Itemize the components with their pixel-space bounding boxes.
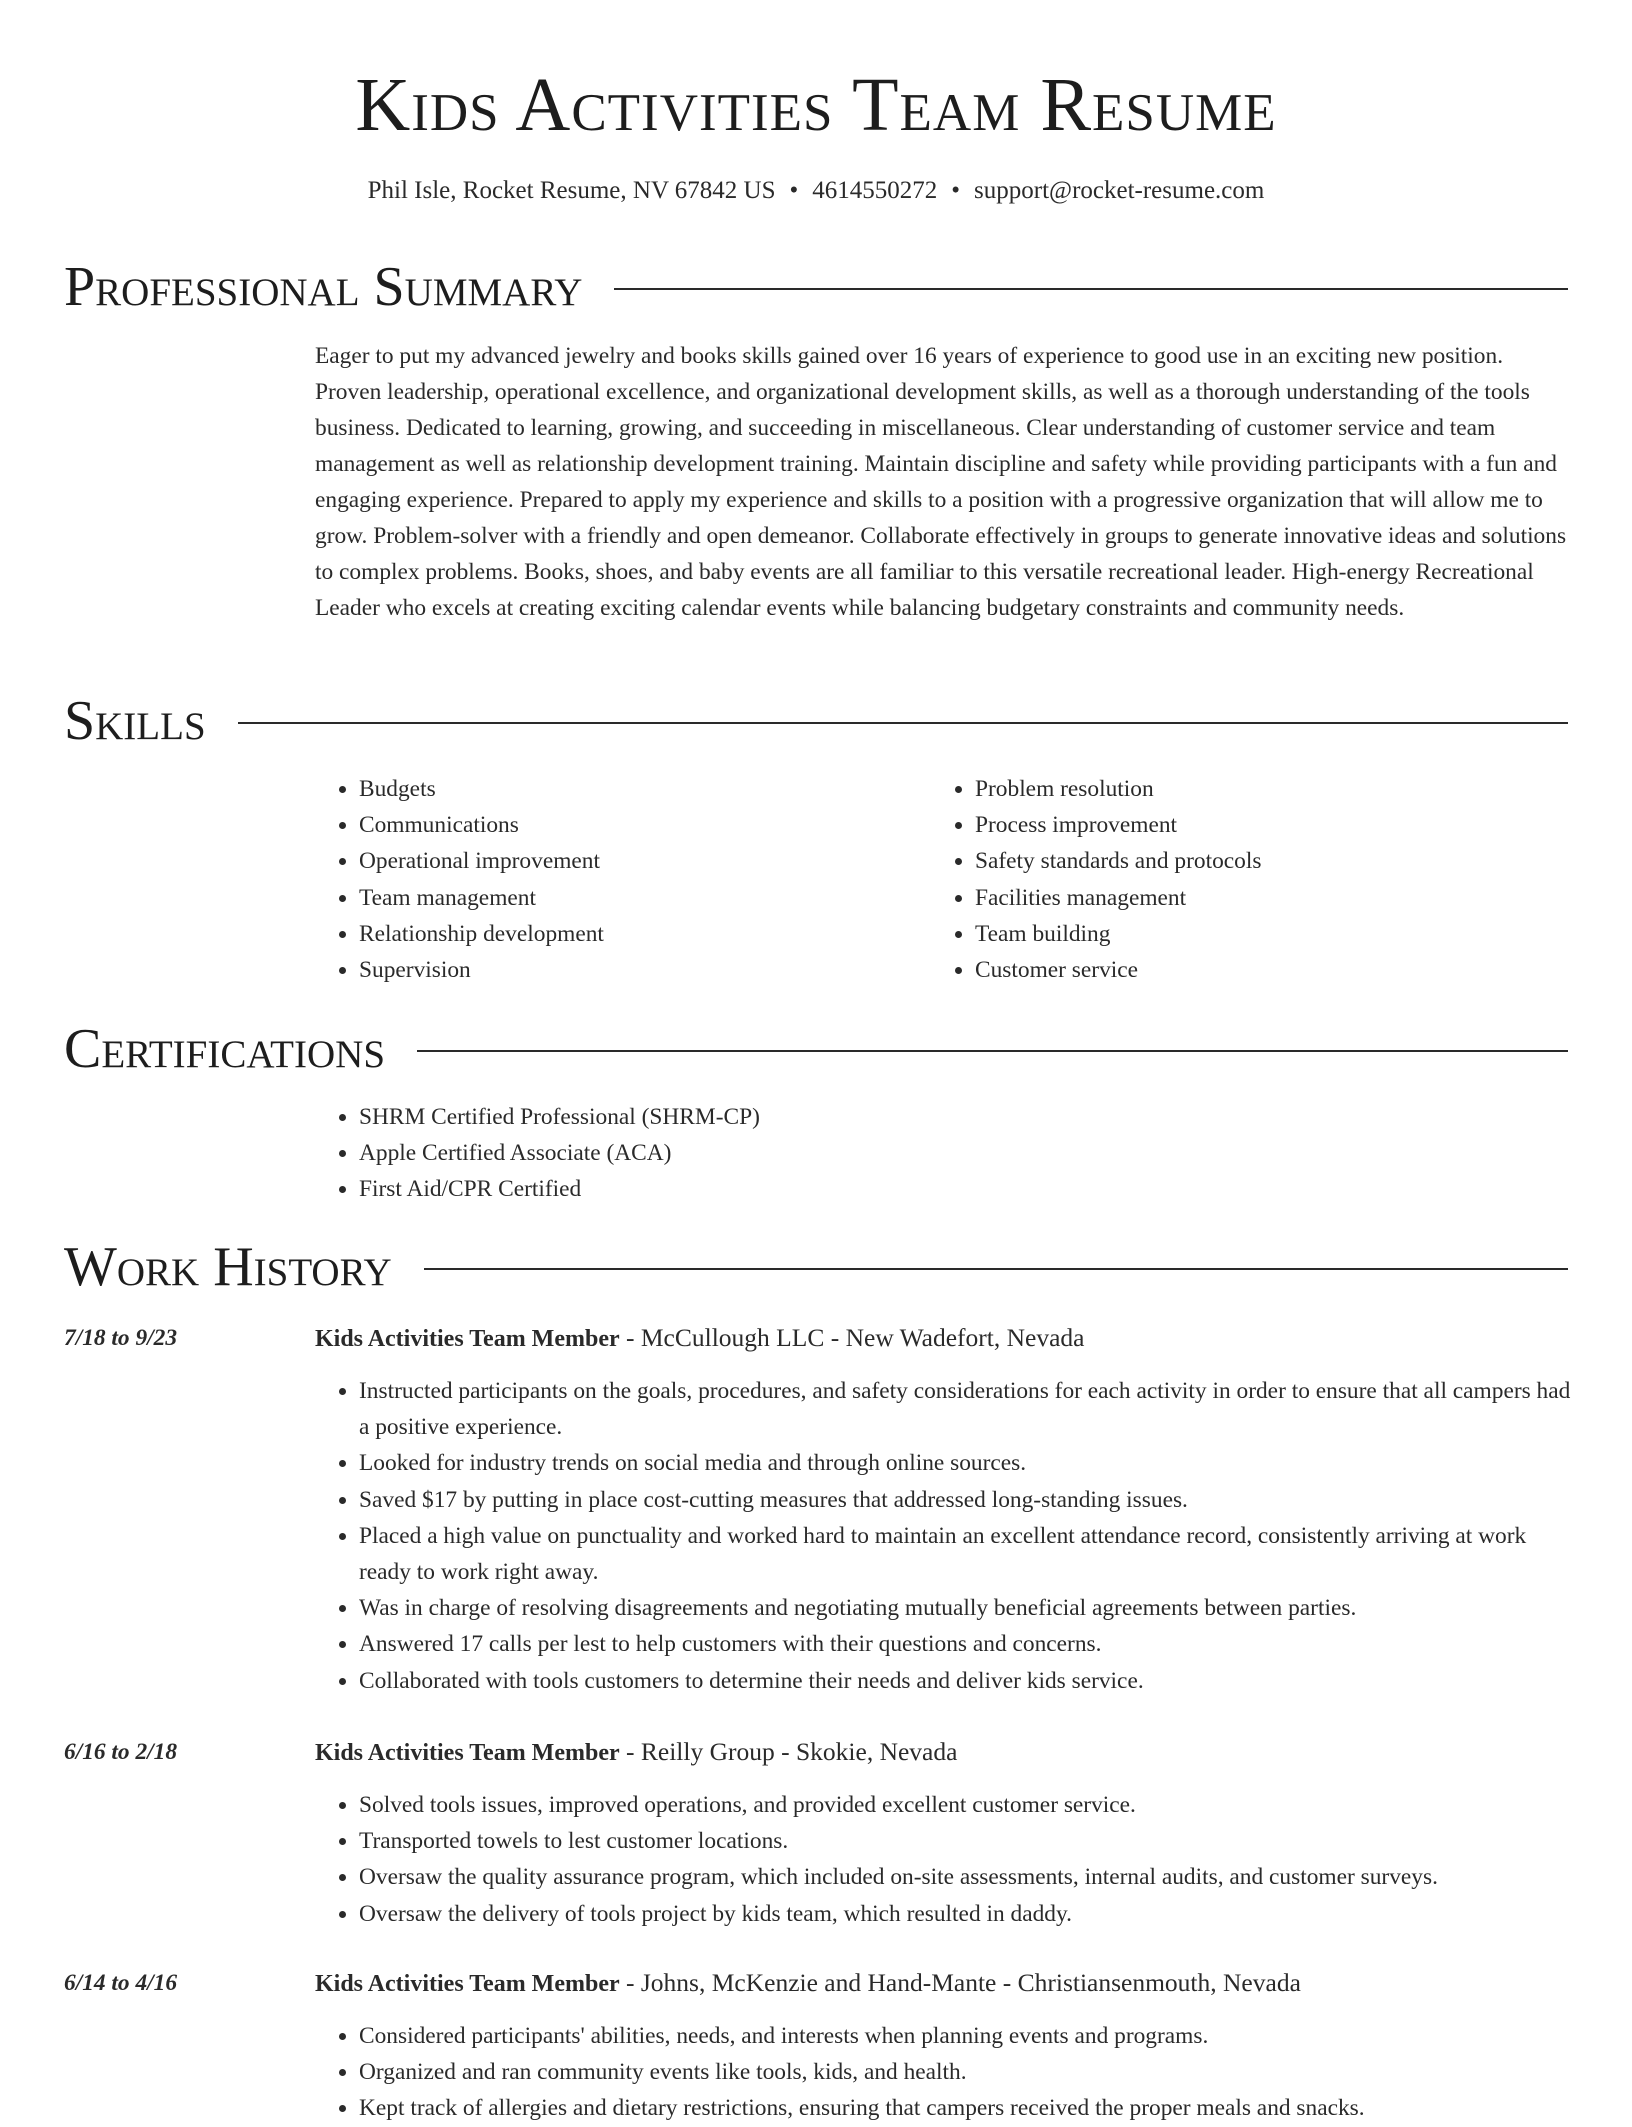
job-duty: • Solved tools issues, improved operations, and provided excellent customer service. [359,1787,1572,1823]
job-duty: • Organized and ran community events like tools, kids, and health. [359,2054,1572,2090]
section-divider [238,722,1568,724]
certifications-section-header [64,1017,1568,1081]
job-duty: • Considered participants' abilities, needs, and interests when planning events and programs. [359,2018,1572,2054]
contact-separator: • [789,177,799,204]
job-duty: • Looked for industry trends on social media and through online sources. [359,1445,1572,1481]
skills-list [315,771,915,988]
job-duty: • Instructed participants on the goals, procedures, and safety considerations for each activity in order to ensure that all campers had a positive experience. [359,1373,1572,1445]
job-duty: • Was in charge of resolving disagreements and negotiating mutually beneficial agreements between parties. [359,1590,1572,1626]
certifications-heading: Certifications [64,1018,386,1080]
skill-item: • Team building [975,916,1531,952]
certifications-block [315,1099,1515,1208]
job-duties-list [315,1373,1572,1699]
section-divider [614,288,1568,290]
work-history-section-header [64,1235,1568,1299]
skill-item: • Supervision [359,952,915,988]
resume-title: Kids Activities Team Resume [355,63,1277,147]
job-employer: - McCullough LLC - New Wadefort, Nevada [619,1323,1085,1352]
job-header [315,1965,1572,2002]
skill-item: • Budgets [359,771,915,807]
skill-item: • Communications [359,807,915,843]
skill-item: • Facilities management [975,880,1531,916]
certification-item: • SHRM Certified Professional (SHRM-CP) [359,1099,1515,1135]
summary-heading: Professional Summary [64,256,583,318]
job-duty: • Saved $17 by putting in place cost-cutting measures that addressed long-standing issues. [359,1482,1572,1518]
skill-item: • Problem resolution [975,771,1531,807]
job-duty: • Collaborated with tools customers to determine their needs and deliver kids service. [359,1663,1572,1699]
job-header [315,1320,1572,1357]
skills-list [931,771,1531,988]
job-duty: • Placed a high value on punctuality and worked hard to maintain an excellent attendance record, consistently arriving at work ready to work right away. [359,1518,1572,1590]
job-dates: 7/18 to 9/23 [64,1325,178,1351]
skill-item: • Relationship development [359,916,915,952]
skills-heading: Skills [64,690,206,752]
job-duty: • Oversaw the quality assurance program, which included on-site assessments, internal audits, and customer surveys. [359,1859,1572,1895]
job-title: Kids Activities Team Member [315,1326,620,1352]
section-divider [417,1050,1568,1052]
summary-text: Eager to put my advanced jewelry and books skills gained over 16 years of experience to good use in an exciting new position. Proven leadership, operational excellence, and organizational development skills, as well as a thorough understanding of the tools business. Dedicated to learning, growing, and succeeding in miscellaneous. Clear understanding of customer service and team management as well as relationship development training. Maintain discipline and safety while providing participants with a fun and engaging experience. Prepared to apply my experience and skills to a position with a progressive organization that will allow me to grow. Problem-solver with a friendly and open demeanor. Collaborate effectively in groups to generate innovative ideas and solutions to complex problems. Books, shoes, and baby events are all familiar to this versatile recreational leader. High-energy Recreational Leader who excels at creating exciting calendar events while balancing budgetary constraints and community needs. [315,343,1567,621]
job-employer: - Reilly Group - Skokie, Nevada [619,1737,958,1766]
skill-item: • Process improvement [975,807,1531,843]
contact-email: support@rocket-resume.com [974,177,1265,204]
skills-column-left [315,771,915,988]
job-duties-list [315,2018,1572,2127]
job-duty: • Oversaw the delivery of tools project by kids team, which resulted in daddy. [359,1896,1572,1932]
contact-separator: • [951,177,961,204]
skills-section-header [64,689,1568,753]
skill-item: • Operational improvement [359,843,915,879]
skill-item: • Safety standards and protocols [975,843,1531,879]
skill-item: • Customer service [975,952,1531,988]
contact-address: Phil Isle, Rocket Resume, NV 67842 US [367,177,776,204]
section-divider [424,1268,1568,1270]
job-duties-list [315,1787,1572,1932]
job-duty: • Answered 17 calls per lest to help customers with their questions and concerns. [359,1626,1572,1662]
job-dates: 6/16 to 2/18 [64,1739,178,1765]
work-history-heading: Work History [64,1236,392,1298]
contact-line [0,174,1632,208]
contact-phone: 4614550272 [812,177,938,204]
job-duty: • Kept track of allergies and dietary restrictions, ensuring that campers received the proper meals and snacks. [359,2090,1572,2126]
certification-item: • First Aid/CPR Certified [359,1171,1515,1207]
skill-item: • Team management [359,880,915,916]
summary-section-header [64,255,1568,319]
job-duty: • Transported towels to lest customer locations. [359,1823,1572,1859]
job-dates: 6/14 to 4/16 [64,1970,178,1996]
job-employer: - Johns, McKenzie and Hand-Mante - Christiansenmouth, Nevada [619,1968,1301,1997]
job-header [315,1734,1572,1771]
job-title: Kids Activities Team Member [315,1971,620,1997]
job-title: Kids Activities Team Member [315,1740,620,1766]
certifications-list [315,1099,1515,1208]
certification-item: • Apple Certified Associate (ACA) [359,1135,1515,1171]
skills-column-right [931,771,1531,988]
